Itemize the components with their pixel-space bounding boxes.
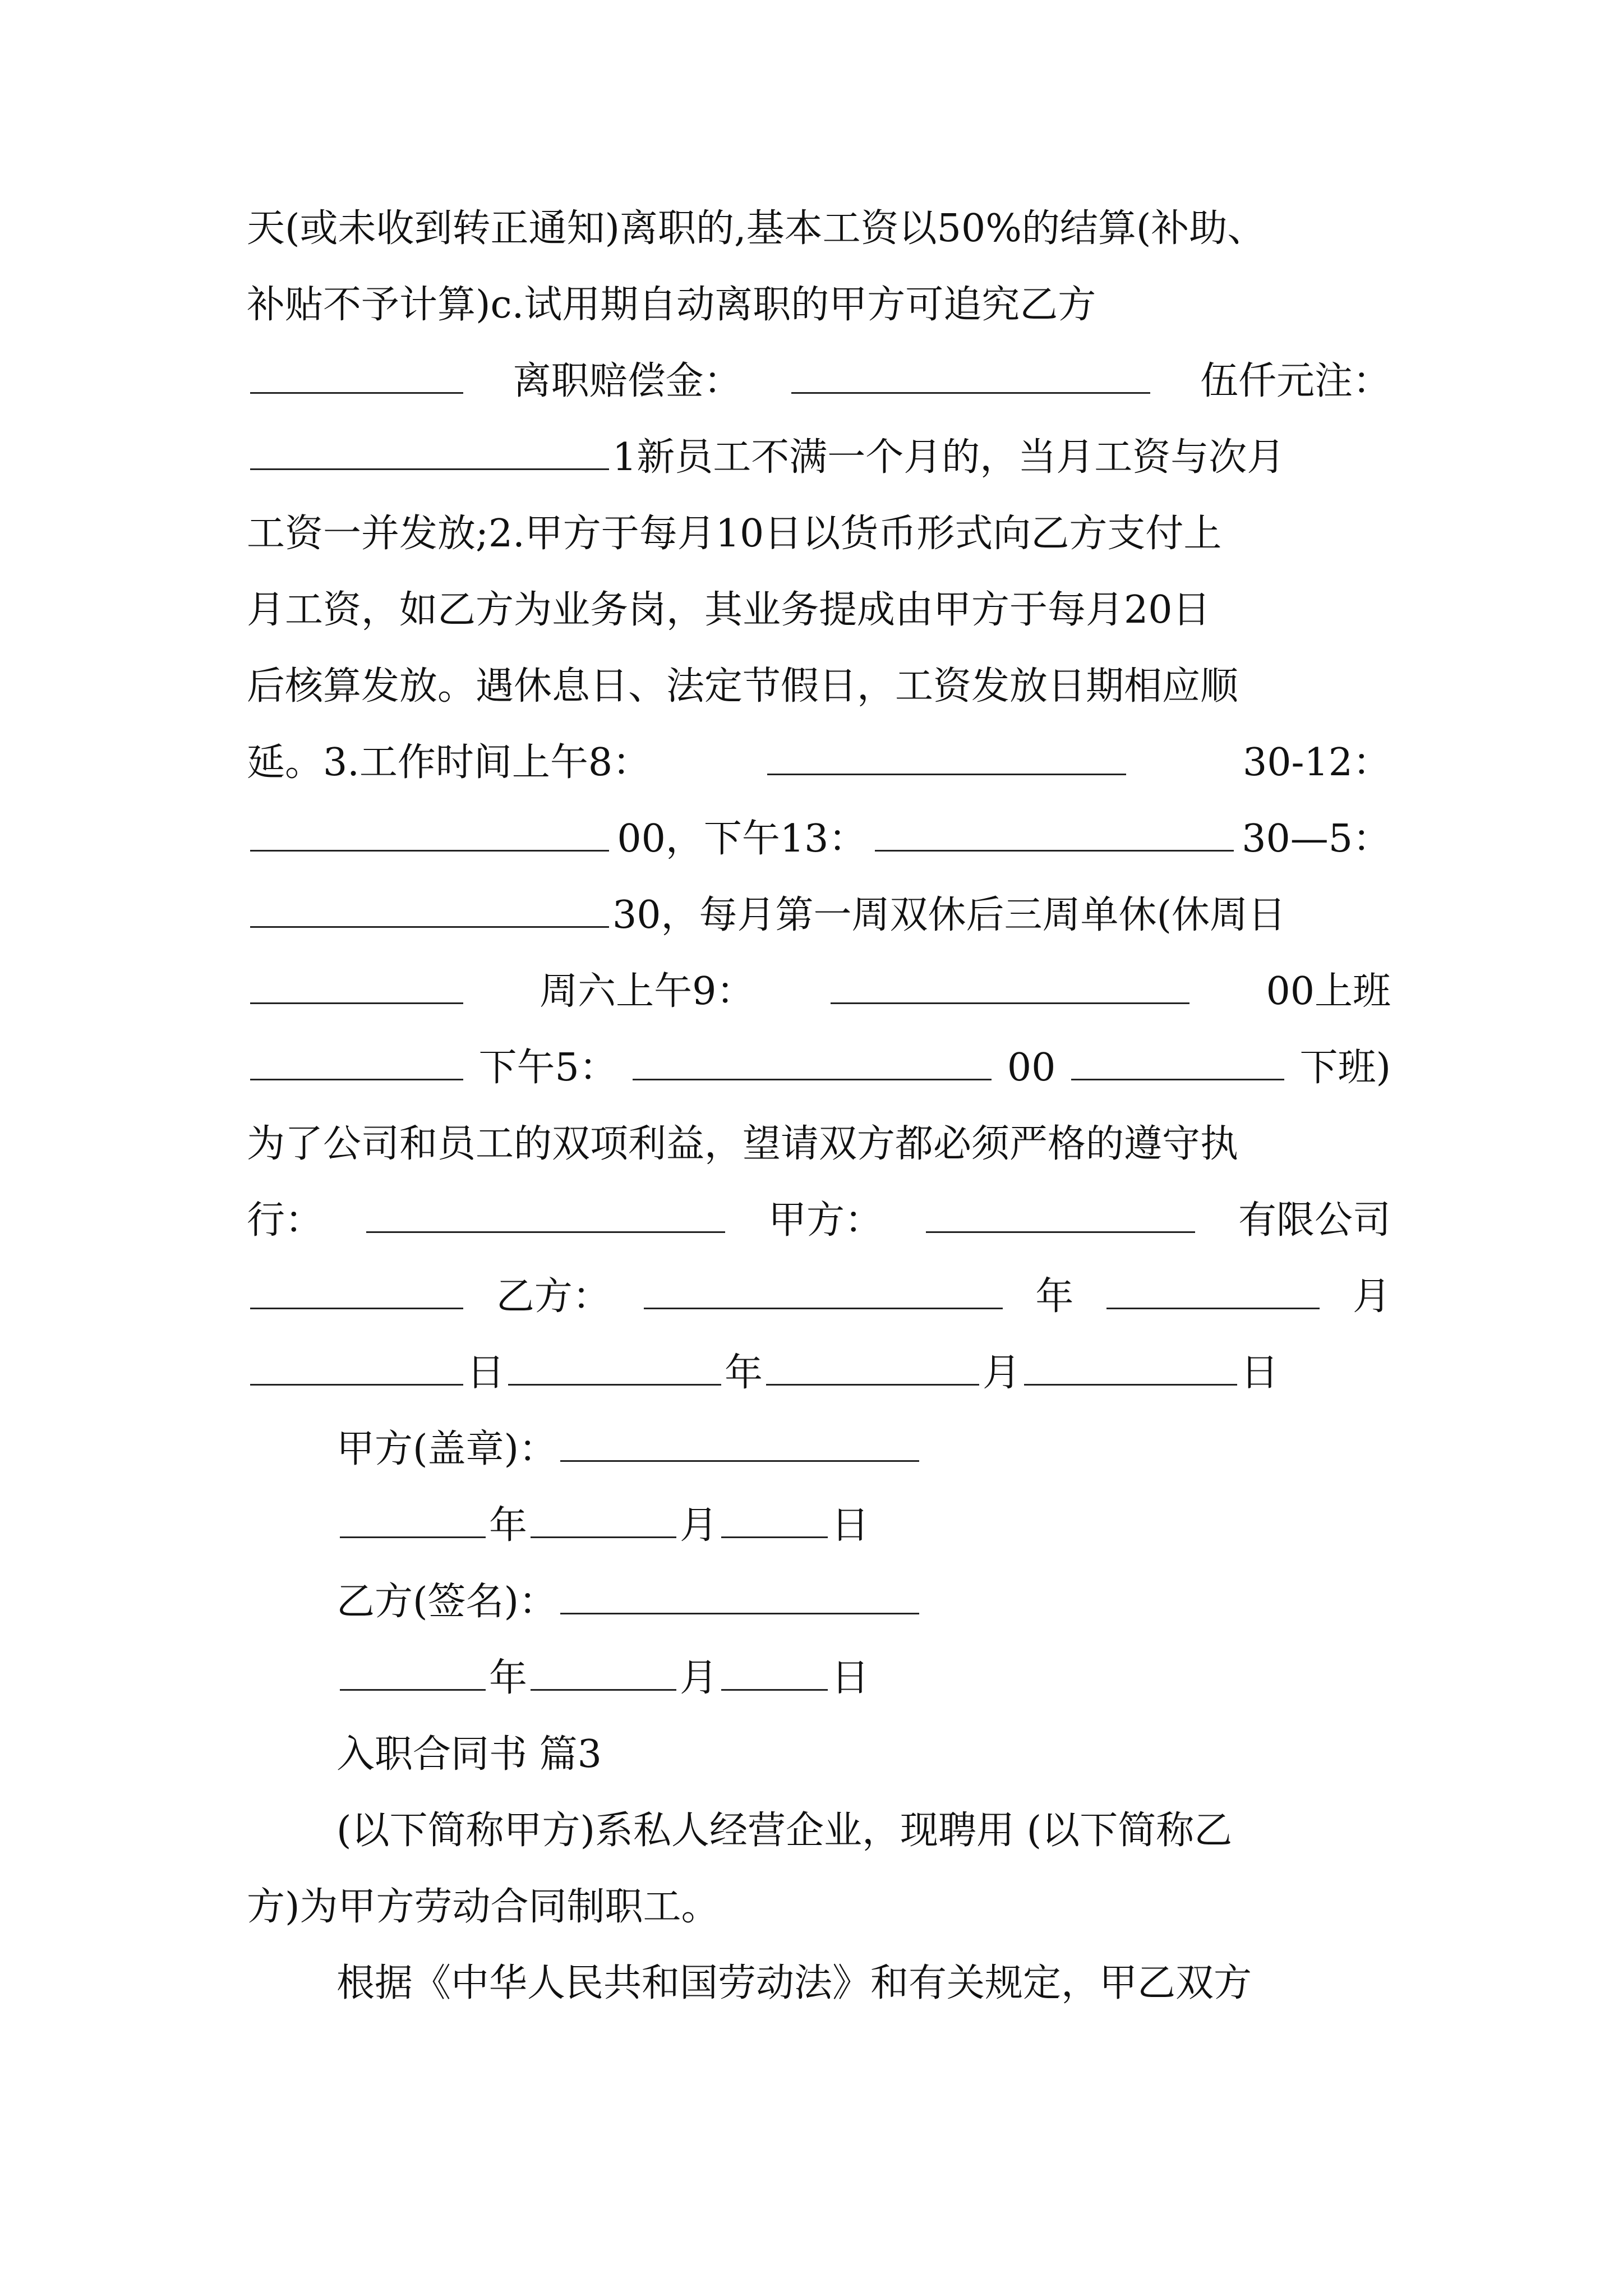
day-field[interactable] (721, 1505, 828, 1538)
fill-blank[interactable] (508, 1352, 721, 1386)
text-line (247, 343, 1391, 420)
month-field[interactable] (531, 1658, 676, 1691)
section-title: 入职合同书 篇3 (336, 1732, 602, 1777)
fill-blank[interactable] (250, 818, 609, 852)
month-label: 月 (680, 1503, 718, 1548)
month-label: 月 (680, 1656, 718, 1700)
signature-date-b (247, 1640, 1391, 1717)
fill-blank[interactable] (250, 361, 463, 394)
text-segment: 1新员工不满一个月的，当月工资与次月 (612, 435, 1285, 480)
text-segment: 月 (983, 1351, 1021, 1395)
text-line (247, 1335, 1391, 1411)
signature-date-a (247, 1488, 1391, 1564)
text-segment: 30-12： (1242, 740, 1391, 785)
text-line (247, 801, 1391, 877)
fill-blank[interactable] (875, 818, 1234, 852)
fill-blank[interactable] (767, 742, 1126, 775)
fill-blank[interactable] (633, 1047, 992, 1080)
paragraph-text: (以下简称甲方)系私人经营企业，现聘用 (以下简称乙 (336, 1809, 1233, 1853)
fill-blank[interactable] (766, 1352, 979, 1386)
fill-blank[interactable] (831, 971, 1189, 1004)
paragraph-line (247, 1869, 1391, 1945)
text-line (247, 267, 1391, 343)
year-label: 年 (489, 1656, 528, 1700)
text-line (247, 648, 1391, 725)
text-segment: 行： (247, 1198, 324, 1243)
paragraph-line (247, 1945, 1391, 2022)
text-segment: 离职赔偿金： (513, 359, 742, 403)
fill-blank[interactable] (250, 971, 463, 1004)
text-segment: 日 (1241, 1351, 1279, 1395)
party-b-sign-field[interactable] (560, 1581, 919, 1614)
text-line (247, 1106, 1391, 1182)
text-line (247, 496, 1391, 572)
party-b-label: 乙方(签名)： (336, 1580, 557, 1624)
fill-blank[interactable] (250, 1276, 463, 1309)
fill-blank[interactable] (250, 437, 609, 470)
fill-blank[interactable] (926, 1200, 1195, 1233)
month-field[interactable] (531, 1505, 676, 1538)
text-segment: 年 (1035, 1274, 1074, 1319)
fill-blank[interactable] (791, 361, 1150, 394)
text-line (247, 1182, 1391, 1259)
year-label: 年 (489, 1503, 528, 1548)
signature-party-a (247, 1411, 1391, 1488)
text-line (247, 1259, 1391, 1335)
fill-blank[interactable] (1024, 1352, 1237, 1386)
section-title-line (247, 1717, 1391, 1793)
text-segment: 下班) (1299, 1046, 1391, 1090)
text-segment: 乙方： (496, 1274, 611, 1319)
text-line (247, 572, 1391, 648)
text-segment: 周六上午9： (540, 969, 755, 1014)
text-segment: 日 (467, 1351, 505, 1395)
fill-blank[interactable] (250, 895, 609, 928)
text-segment: 下午5： (478, 1046, 617, 1090)
text-segment: 年 (725, 1351, 763, 1395)
paragraph-line (247, 1793, 1391, 1869)
fill-blank[interactable] (366, 1200, 725, 1233)
text-segment: 工资一并发放;2.甲方于每月10日以货币形式向乙方支付上 (247, 512, 1222, 556)
text-line (247, 725, 1391, 801)
text-segment: 月工资，如乙方为业务岗，其业务提成由甲方于每月20日 (247, 588, 1211, 632)
fill-blank[interactable] (1106, 1276, 1320, 1309)
text-segment: 30—5： (1242, 817, 1391, 861)
text-segment: 后核算发放。遇休息日、法定节假日，工资发放日期相应顺 (247, 664, 1239, 708)
text-segment: 00 (1007, 1046, 1056, 1090)
day-label: 日 (831, 1656, 870, 1700)
text-segment: 补贴不予计算)c.试用期自动离职的甲方可追究乙方 (247, 283, 1096, 327)
text-segment: 甲方： (768, 1198, 883, 1243)
text-segment: 延。3.工作时间上午8： (247, 740, 651, 785)
year-field[interactable] (340, 1505, 486, 1538)
day-field[interactable] (721, 1658, 828, 1691)
fill-blank[interactable] (250, 1047, 463, 1080)
text-segment: 为了公司和员工的双项利益，望请双方都必须严格的遵守执 (247, 1122, 1239, 1166)
text-line (247, 877, 1391, 954)
fill-blank[interactable] (644, 1276, 1003, 1309)
text-line (247, 191, 1391, 267)
day-label: 日 (831, 1503, 870, 1548)
text-segment: 00上班 (1266, 969, 1391, 1014)
fill-blank[interactable] (250, 1352, 463, 1386)
party-a-label: 甲方(盖章)： (336, 1427, 557, 1471)
text-segment: 伍仟元注： (1200, 359, 1391, 403)
paragraph-text: 方)为甲方劳动合同制职工。 (247, 1885, 720, 1929)
fill-blank[interactable] (1071, 1047, 1284, 1080)
year-field[interactable] (340, 1658, 486, 1691)
text-segment: 有限公司 (1238, 1198, 1391, 1243)
text-line (247, 1030, 1391, 1106)
text-segment: 00，下午13： (617, 817, 867, 861)
paragraph-text: 根据《中华人民共和国劳动法》和有关规定，甲乙双方 (336, 1961, 1252, 2005)
document-body (247, 191, 1391, 2022)
text-line (247, 420, 1391, 496)
text-segment: 月 (1352, 1274, 1391, 1319)
text-segment: 30，每月第一周双休后三周单休(休周日 (612, 893, 1287, 937)
text-segment: 天(或未收到转正通知)离职的,基本工资以50%的结算(补助、 (247, 206, 1266, 251)
signature-party-b (247, 1564, 1391, 1640)
text-line (247, 954, 1391, 1030)
party-a-seal-field[interactable] (560, 1429, 919, 1462)
